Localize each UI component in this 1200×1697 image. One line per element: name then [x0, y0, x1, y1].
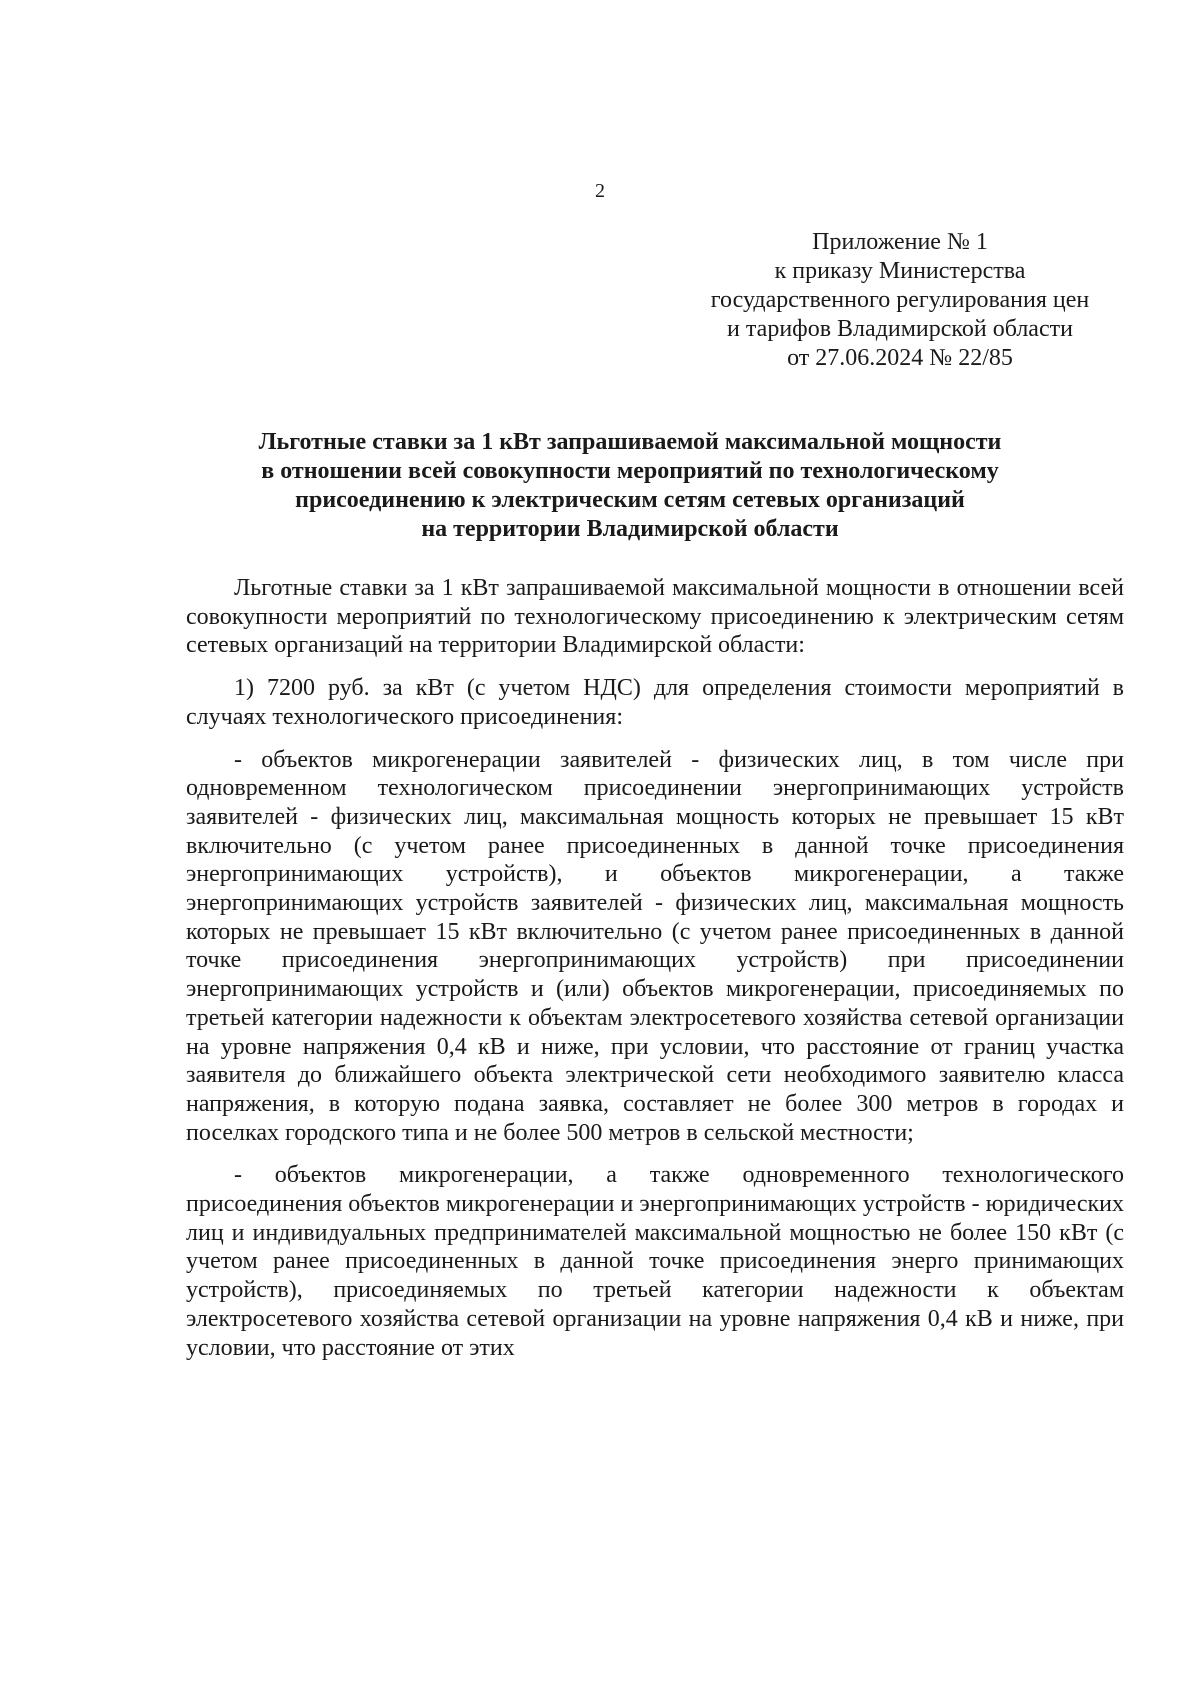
- appendix-header: [640, 228, 1160, 373]
- body-paragraph: Льготные ставки за 1 кВт запрашиваемой максимальной мощности в отношении всей совокупности мероприятий по технологическому присоединению к электрическим сетям сетевых организаций на территории Владимирской области:: [186, 575, 1124, 659]
- appendix-line: и тарифов Владимирской области: [727, 316, 1073, 342]
- appendix-line: Приложение № 1: [812, 229, 988, 255]
- title-line: присоединению к электрическим сетям сетевых организаций: [295, 487, 965, 513]
- title-line: на территории Владимирской области: [421, 516, 839, 542]
- page-number: 2: [595, 180, 605, 202]
- appendix-line: государственного регулирования цен: [710, 287, 1090, 313]
- title-line: Льготные ставки за 1 кВт запрашиваемой максимальной мощности: [258, 429, 1002, 455]
- body-paragraph: 1) 7200 руб. за кВт (с учетом НДС) для определения стоимости мероприятий в случаях технологического присоединения:: [186, 675, 1124, 730]
- document-title: [150, 428, 1110, 544]
- appendix-line: к приказу Министерства: [774, 258, 1026, 284]
- body-paragraph: - объектов микрогенерации, а также одновременного технологического присоединения объектов микрогенерации и энергопринимающих устройств - юридических лиц и индивидуальных предпринимателей максимальной мощностью не более 150 кВт (с учетом ранее присоединенных в данной точке присоединения энерго принимающих устройств), присоединяемых по третьей категории надежности к объектам электросетевого хозяйства сетевой организации на уровне напряжения 0,4 кВ и ниже, при условии, что расстояние от этих: [186, 1162, 1124, 1361]
- appendix-line: от 27.06.2024 № 22/85: [787, 345, 1013, 371]
- title-line: в отношении всей совокупности мероприятий по технологическому: [261, 458, 999, 484]
- document-body: [186, 574, 1124, 1376]
- body-paragraph: - объектов микрогенерации заявителей - физических лиц, в том числе при одновременном технологическом присоединении энергопринимающих устройств заявителей - физических лиц, максимальная мощность которых не превышает 15 кВт включительно (с учетом ранее присоединенных в данной точке присоединения энергопринимающих устройств), и объектов микрогенерации, а также энергопринимающих устройств заявителей - физических лиц, максимальная мощность которых не превышает 15 кВт включительно (с учетом ранее присоединенных в данной точке присоединения энергопринимающих устройств) при присоединении энергопринимающих устройств и (или) объектов микрогенерации, присоединяемых по третьей категории надежности к объектам электросетевого хозяйства сетевой организации на уровне напряжения 0,4 кВ и ниже, при условии, что расстояние от границ участка заявителя до ближайшего объекта электрической сети необходимого заявителю класса напряжения, в которую подана заявка, составляет не более 300 метров в городах и поселках городского типа и не более 500 метров в сельской местности;: [186, 746, 1124, 1146]
